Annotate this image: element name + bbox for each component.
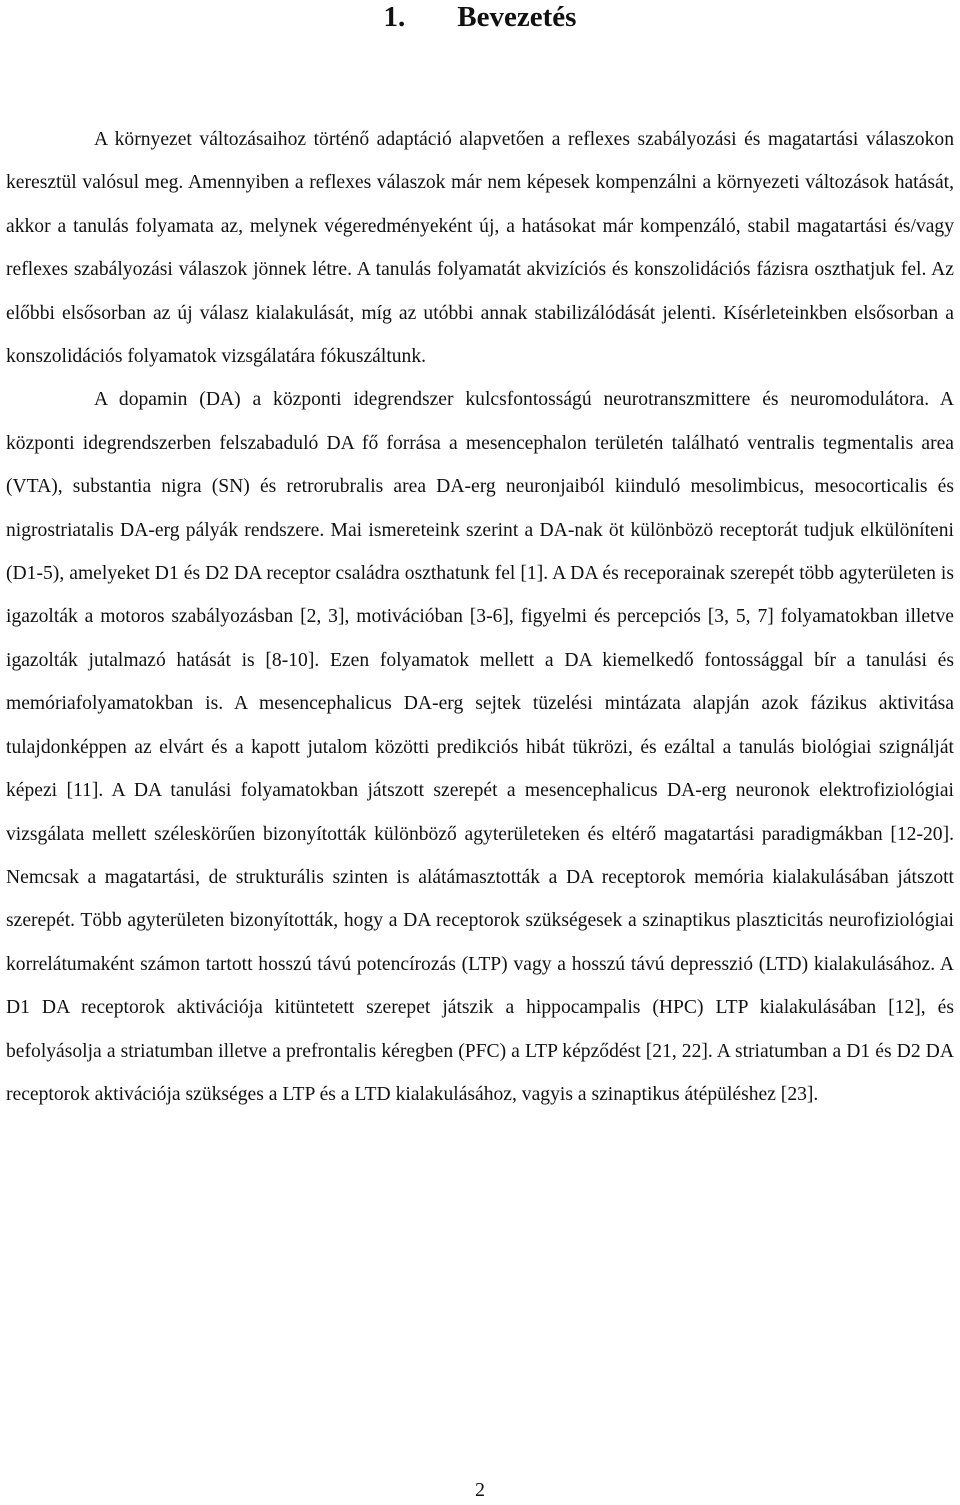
chapter-title: Bevezetés <box>457 1 577 33</box>
body-text <box>6 118 954 1116</box>
chapter-heading <box>0 0 960 34</box>
page-number: 2 <box>475 1479 485 1501</box>
paragraph-adaptation: A környezet változásaihoz történő adaptáció alapvetően a reflexes szabályozási és magatartási válaszokon keresztül valósul meg. Amennyiben a reflexes válaszok már nem képesek kompenzálni a környezeti változások hatását, akkor a tanulás folyamata az, melynek végeredményeként új, a hatásokat már kompenzáló, stabil magatartási és/vagy reflexes szabályozási válaszok jönnek létre. A tanulás folyamatát akvizíciós és konszolidációs fázisra oszthatjuk fel. Az előbbi elsősorban az új válasz kialakulását, míg az utóbbi annak stabilizálódását jelenti. Kísérleteinkben elsősorban a konszolidációs folyamatok vizsgálatára fókuszáltunk. <box>6 129 954 368</box>
paragraph-dopamine: A dopamin (DA) a központi idegrendszer kulcsfontosságú neurotranszmittere és neuromodulátora. A központi idegrendszerben felszabaduló DA fő forrása a mesencephalon területén található ventralis tegmentalis area (VTA), substantia nigra (SN) és retrorubralis area DA-erg neuronjaiból kiinduló mesolimbicus, mesocorticalis és nigrostriatalis DA-erg pályák rendszere. Mai ismereteink szerint a DA-nak öt különbözö receptorát tudjuk elkülöníteni (D1-5), amelyeket D1 és D2 DA receptor családra oszthatunk fel [1]. A DA és receporainak szerepét több agyterületen is igazolták a motoros szabályozásban [2, 3], motivációban [3-6], figyelmi és percepciós [3, 5, 7] folyamatokban illetve igazolták jutalmazó hatását is [8-10]. Ezen folyamatok mellett a DA kiemelkedő fontossággal bír a tanulási és memóriafolyamatokban is. A mesencephalicus DA-erg sejtek tüzelési mintázata alapján azok fázikus aktivitása tulajdonképpen az elvárt és a kapott jutalom közötti predikciós hibát tükrözi, és ezáltal a tanulás biológiai szignálját képezi [11]. A DA tanulási folyamatokban játszott szerepét a mesencephalicus DA-erg neuronok elektrofiziológiai vizsgálata mellett széleskörűen bizonyították különböző agyterületeken és eltérő magatartási paradigmákban [12-20]. Nemcsak a magatartási, de strukturális szinten is alátámasztották a DA receptorok memória kialakulásában játszott szerepét. Több agyterületen bizonyították, hogy a DA receptorok szükségesek a szinaptikus plaszticitás neurofiziológiai korrelátumaként számon tartott hosszú távú potencírozás (LTP) vagy a hosszú távú depresszió (LTD) kialakulásához. A D1 DA receptorok aktivációja kitüntetett szerepet játszik a hippocampalis (HPC) LTP kialakulásában [12], és befolyásolja a striatumban illetve a prefrontalis kéregben (PFC) a LTP képződést [21, 22]. A striatumban a D1 és D2 DA receptorok aktivációja szükséges a LTP és a LTD kialakulásához, vagyis a szinaptikus átépüléshez [23]. <box>6 389 954 1105</box>
chapter-number: 1. <box>383 1 406 33</box>
